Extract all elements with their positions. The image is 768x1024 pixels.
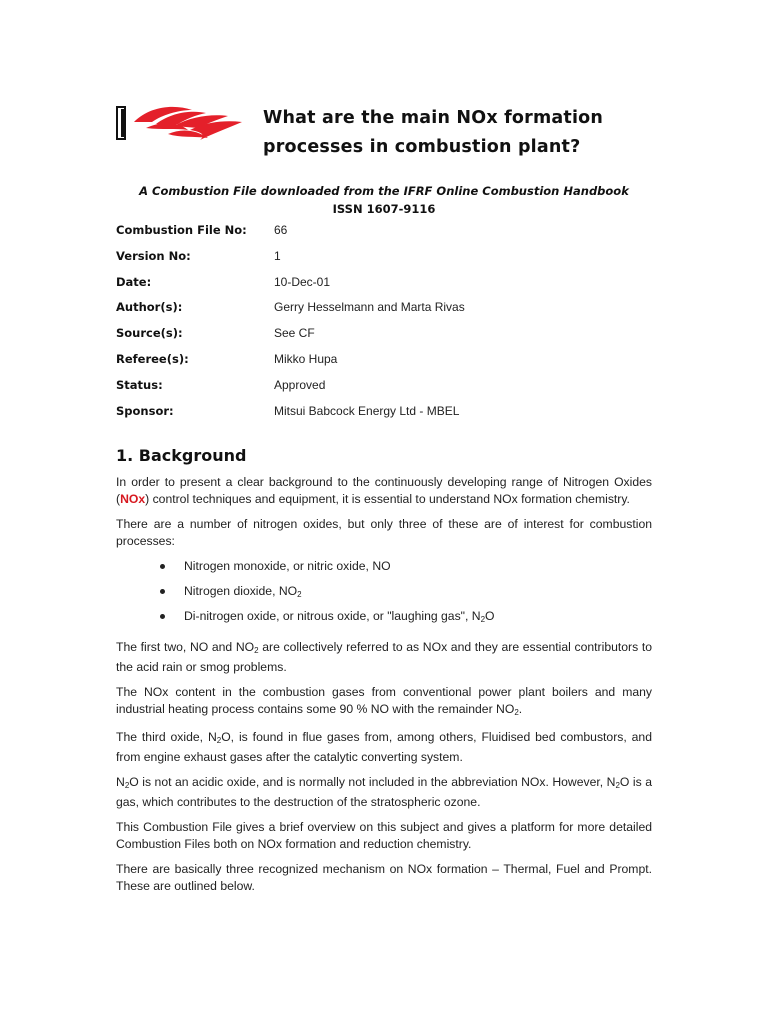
text-span: The NOx content in the combustion gases from conventional power plant boilers and many industrial heating process contains some 90 % NO with the remainder NO (116, 685, 652, 716)
list-item (116, 608, 652, 633)
meta-label: Source(s): (116, 326, 183, 341)
paragraph (116, 474, 652, 508)
meta-row (116, 299, 656, 325)
meta-row (116, 403, 656, 429)
oxide-list (116, 558, 652, 633)
list-item (116, 583, 652, 608)
paragraph: There are basically three recognized mechanism on NOx formation – Thermal, Fuel and Prompt. These are outlined below. (116, 862, 652, 893)
meta-label: Sponsor: (116, 403, 174, 418)
text-span: N (116, 775, 125, 789)
meta-value: 66 (274, 223, 288, 237)
list-item (116, 558, 652, 583)
list-item-text: O (485, 609, 495, 623)
meta-value: Gerry Hesselmann and Marta Rivas (274, 300, 465, 315)
text-span: The third oxide, N (116, 730, 217, 744)
text-span: O is a gas, which contributes to the destruction of the stratospheric ozone. (116, 775, 652, 809)
document-title (263, 104, 663, 162)
document-subtitle (116, 182, 652, 218)
meta-row (116, 351, 656, 377)
subscript: 2 (254, 646, 259, 655)
meta-label: Author(s): (116, 300, 183, 315)
title-line-2: processes in combustion plant? (263, 137, 581, 157)
paragraph: This Combustion File gives a brief overview on this subject and gives a platform for more detailed Combustion Files both on NOx formation and reduction chemistry. (116, 820, 652, 851)
list-item-text: Di-nitrogen oxide, or nitrous oxide, or "laughing gas", N (184, 609, 481, 623)
meta-label: Referee(s): (116, 351, 189, 366)
meta-value: Approved (274, 377, 326, 392)
meta-label: Status: (116, 377, 163, 392)
meta-value: 10-Dec-01 (274, 274, 331, 289)
paragraph: There are a number of nitrogen oxides, but only three of these are of interest for combustion processes: (116, 517, 652, 548)
text-span: O, is found in flue gases from, among others, Fluidised bed combustors, and from engine exhaust gases after the catalytic converting system. (116, 730, 652, 764)
paragraph (116, 774, 652, 811)
paragraph (116, 729, 652, 766)
text-span: ) control techniques and equipment, it is essential to understand NOx formation chemistry. (145, 492, 630, 506)
meta-value: 1 (274, 248, 281, 263)
ifrf-flame-logo (116, 100, 246, 146)
subscript: 2 (216, 736, 222, 745)
paragraph (116, 639, 652, 676)
metadata-table (116, 222, 656, 428)
meta-label: Date: (116, 274, 152, 289)
meta-row (116, 377, 656, 403)
section-heading: 1. Background (116, 446, 247, 465)
text-span: . (518, 702, 523, 716)
meta-value: Mitsui Babcock Energy Ltd - MBEL (274, 403, 460, 418)
subtitle-line: A Combustion File downloaded from the IFRF Online Combustion Handbook (139, 184, 629, 198)
list-item-text: Nitrogen monoxide, or nitric oxide, NO (184, 559, 391, 573)
title-line-1: What are the main NOx formation (263, 108, 604, 128)
subscript: 2 (615, 781, 620, 790)
meta-row (116, 248, 656, 274)
nox-highlight: NOx (120, 492, 146, 506)
subscript: 2 (514, 708, 519, 717)
meta-label: Combustion File No: (116, 223, 247, 237)
text-span: are collectively referred to as NOx and they are essential contributors to the acid rain or smog problems. (116, 640, 653, 674)
meta-value: See CF (274, 326, 315, 341)
subscript: 2 (480, 615, 486, 624)
meta-row (116, 222, 656, 248)
subscript: 2 (297, 590, 302, 599)
meta-row (116, 325, 656, 351)
meta-value: Mikko Hupa (274, 351, 338, 366)
section-body (116, 474, 652, 903)
text-span: In order to present a clear background to the continuously developing range of Nitrogen Oxides ( (116, 475, 652, 506)
subscript: 2 (124, 781, 130, 790)
text-span: O is not an acidic oxide, and is normally not included in the abbreviation NOx. However, N (129, 775, 616, 789)
paragraph (116, 684, 652, 721)
list-item-text: Nitrogen dioxide, NO (184, 584, 298, 598)
issn-line: ISSN 1607-9116 (332, 202, 436, 216)
text-span: The first two, NO and NO (116, 640, 255, 654)
meta-label: Version No: (116, 248, 191, 263)
meta-row (116, 274, 656, 300)
